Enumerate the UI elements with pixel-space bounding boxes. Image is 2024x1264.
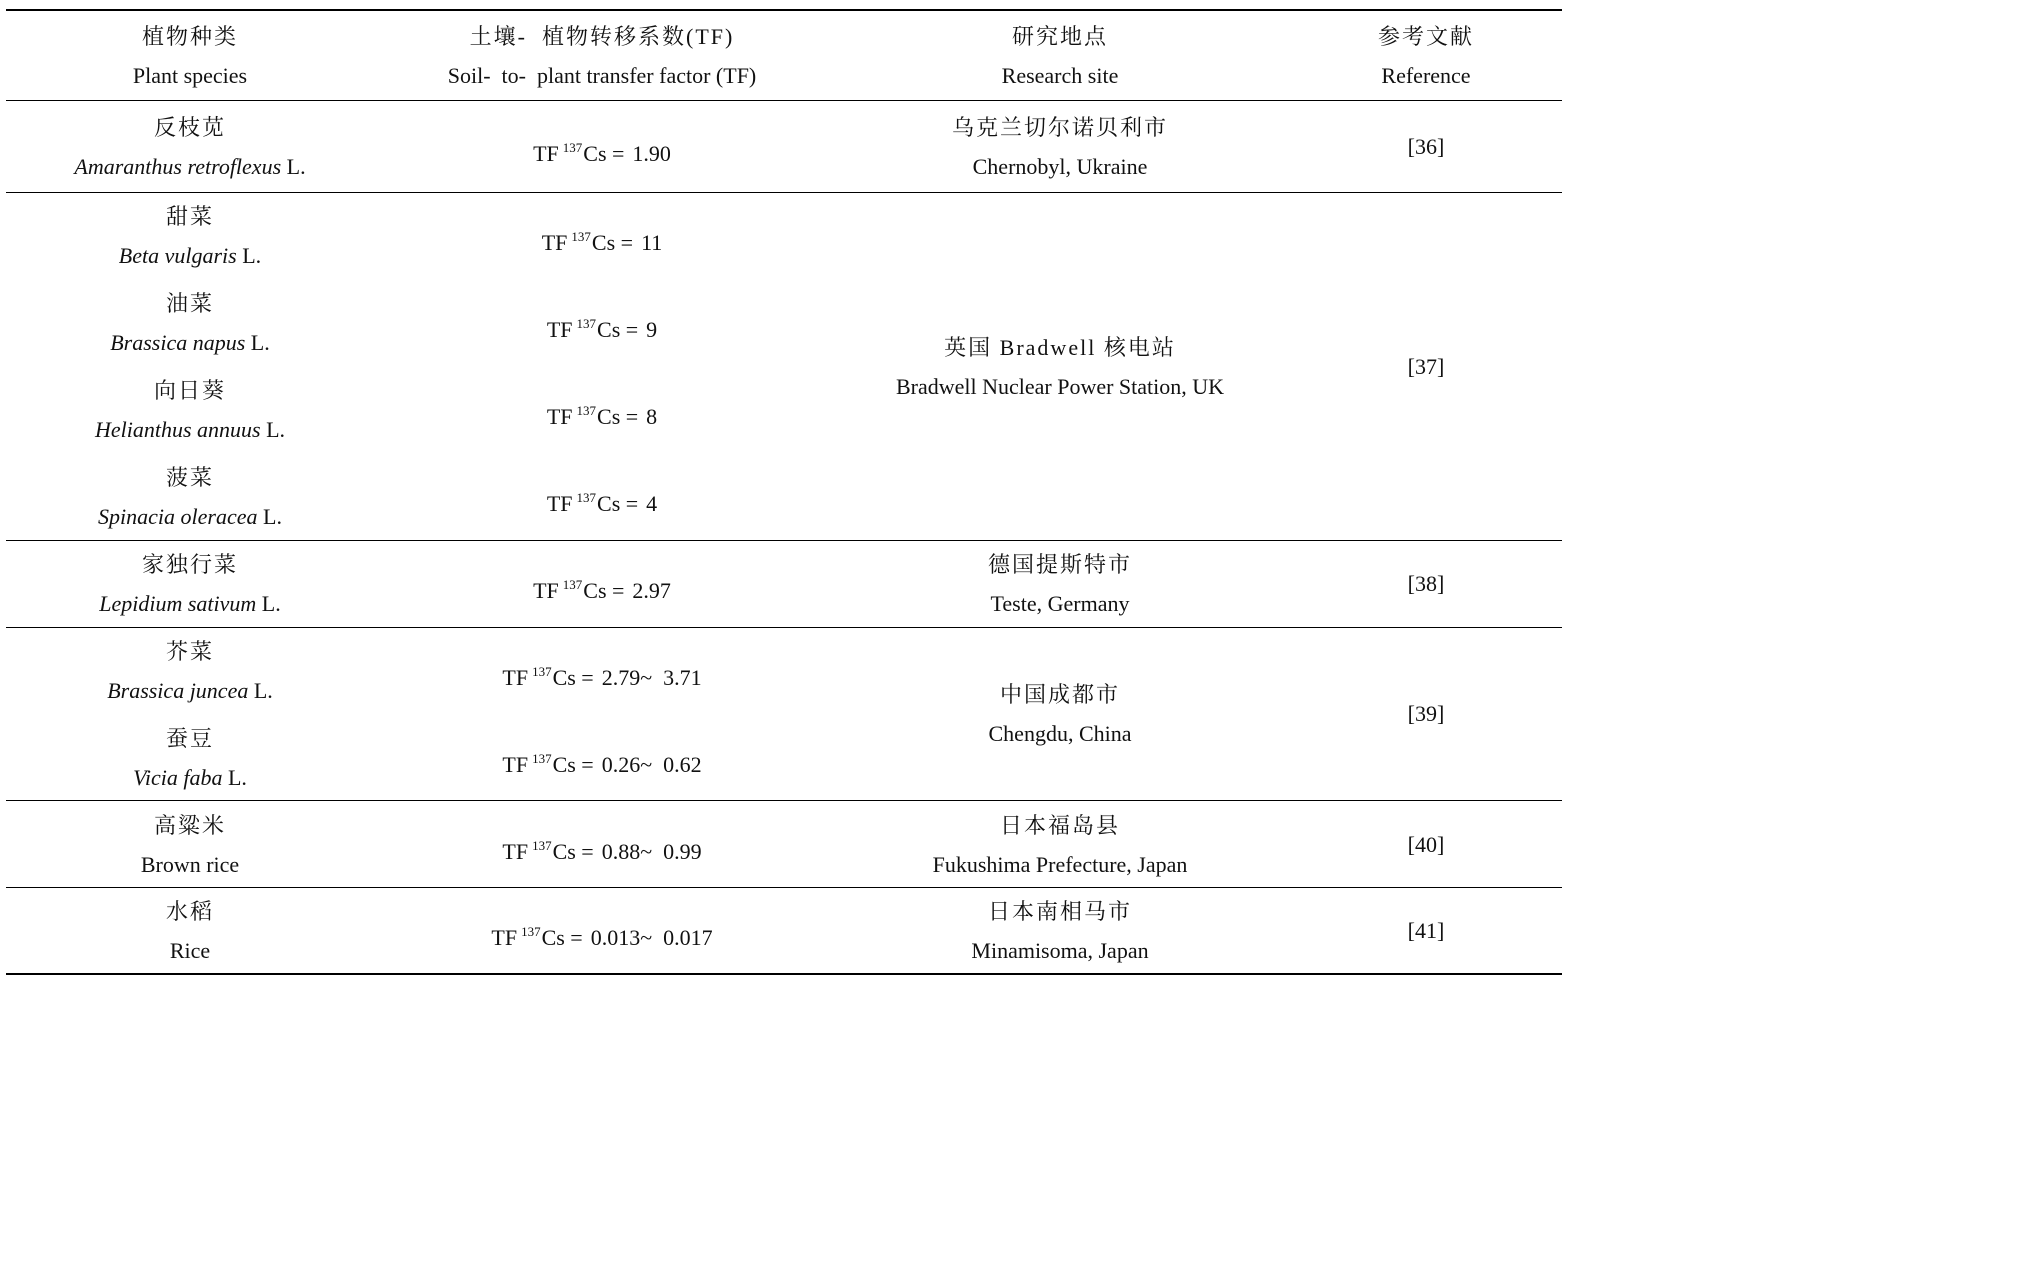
reference-cell: [36] [1407, 134, 1445, 159]
site-cell [860, 806, 1260, 884]
tf-value: 9 [646, 317, 658, 342]
site-cell [860, 108, 1260, 186]
header-reference-en: Reference [1381, 63, 1471, 88]
site-cell [860, 545, 1260, 623]
species-name-zh: 甜菜 [165, 204, 214, 229]
site-name-en: Bradwell Nuclear Power Station, UK [895, 374, 1225, 399]
header-site-zh: 研究地点 [1011, 24, 1108, 49]
header-tf-en: Soil- to- plant transfer factor (TF) [447, 63, 757, 88]
tf-value: 0.26~ 0.62 [601, 752, 702, 777]
top-rule [6, 9, 1562, 11]
species-name-zh: 蚕豆 [165, 726, 214, 751]
tf-value-cell: TF $^{137}$Cs = 2.79~ 3.71 [502, 664, 702, 690]
tf-value: 11 [641, 230, 663, 255]
site-name-zh: 德国提斯特市 [987, 552, 1132, 577]
species-name-latin: Brassica napus L. [110, 330, 270, 355]
row-divider [6, 627, 1562, 628]
species-name-zh: 水稻 [165, 899, 214, 924]
reference-cell: [39] [1407, 701, 1445, 726]
species-cell [40, 892, 340, 970]
header-site-en: Research site [1001, 63, 1119, 88]
header-reference [1326, 17, 1526, 95]
site-cell [860, 675, 1260, 753]
reference-cell: [40] [1407, 832, 1445, 857]
row-divider [6, 192, 1562, 193]
site-name-zh: 中国成都市 [999, 682, 1120, 707]
reference-cell: [38] [1407, 571, 1445, 596]
row-divider [6, 540, 1562, 541]
species-name-en: Rice [169, 938, 211, 963]
site-cell [860, 328, 1260, 406]
tf-value: 0.013~ 0.017 [590, 925, 713, 950]
tf-value-cell: TF $^{137}$Cs = 9 [546, 316, 658, 342]
species-name-latin: Helianthus annuus L. [94, 417, 286, 442]
site-name-en: Teste, Germany [990, 591, 1130, 616]
site-name-en: Chengdu, China [988, 721, 1132, 746]
bottom-rule [6, 973, 1562, 975]
species-name-latin: Lepidium sativum L. [99, 591, 281, 616]
species-cell [40, 108, 340, 186]
species-cell [40, 197, 340, 275]
tf-value: 2.79~ 3.71 [601, 665, 702, 690]
tf-value-cell: TF $^{137}$Cs = 2.97 [533, 577, 671, 603]
species-name-en: Brown rice [140, 852, 240, 877]
species-name-latin: Vicia faba L. [133, 765, 247, 790]
species-name-zh: 芥菜 [165, 639, 214, 664]
site-name-en: Chernobyl, Ukraine [972, 154, 1148, 179]
tf-value: 1.90 [632, 141, 671, 166]
tf-value-cell: TF $^{137}$Cs = 1.90 [533, 140, 671, 166]
site-cell [860, 892, 1260, 970]
tf-value: 2.97 [632, 578, 671, 603]
header-species-zh: 植物种类 [141, 24, 238, 49]
site-name-zh: 英国 Bradwell 核电站 [944, 335, 1176, 360]
tf-value: 4 [646, 491, 658, 516]
site-name-en: Minamisoma, Japan [971, 938, 1149, 963]
header-species [40, 17, 340, 95]
tf-value: 0.88~ 0.99 [601, 839, 702, 864]
tf-value-cell: TF $^{137}$Cs = 0.26~ 0.62 [502, 751, 702, 777]
species-cell [40, 371, 340, 449]
species-name-zh: 家独行菜 [141, 552, 238, 577]
tf-value: 8 [646, 404, 658, 429]
species-name-zh: 反枝苋 [153, 115, 226, 140]
site-name-zh: 日本南相马市 [987, 899, 1132, 924]
species-name-latin: Spinacia oleracea L. [98, 504, 282, 529]
species-name-zh: 向日葵 [153, 378, 226, 403]
tf-value-cell: TF $^{137}$Cs = 0.88~ 0.99 [502, 838, 702, 864]
species-name-zh: 油菜 [165, 291, 214, 316]
site-name-en: Fukushima Prefecture, Japan [932, 852, 1188, 877]
tf-value-cell: TF $^{137}$Cs = 0.013~ 0.017 [491, 924, 713, 950]
species-cell [40, 458, 340, 536]
species-cell [40, 719, 340, 797]
site-name-zh: 乌克兰切尔诺贝利市 [951, 115, 1168, 140]
row-divider [6, 800, 1562, 801]
header-tf-zh: 土壤- 植物转移系数(TF) [469, 24, 735, 49]
row-divider [6, 887, 1562, 888]
species-name-latin: Amaranthus retroflexus L. [74, 154, 306, 179]
header-species-en: Plant species [132, 63, 248, 88]
reference-cell: [41] [1407, 918, 1445, 943]
species-cell [40, 284, 340, 362]
species-name-latin: Beta vulgaris L. [118, 243, 262, 268]
species-cell [40, 632, 340, 710]
header-site [860, 17, 1260, 95]
header-reference-zh: 参考文献 [1377, 24, 1474, 49]
header-rule [6, 100, 1562, 101]
species-cell [40, 806, 340, 884]
species-name-zh: 高粱米 [153, 813, 226, 838]
reference-cell: [37] [1407, 354, 1445, 379]
tf-value-cell: TF $^{137}$Cs = 8 [546, 403, 658, 429]
tf-value-cell: TF $^{137}$Cs = 4 [546, 490, 658, 516]
species-name-zh: 菠菜 [165, 465, 214, 490]
species-cell [40, 545, 340, 623]
site-name-zh: 日本福岛县 [999, 813, 1120, 838]
tf-value-cell: TF $^{137}$Cs = 11 [541, 229, 663, 255]
header-tf [400, 17, 804, 95]
species-name-latin: Brassica juncea L. [107, 678, 273, 703]
